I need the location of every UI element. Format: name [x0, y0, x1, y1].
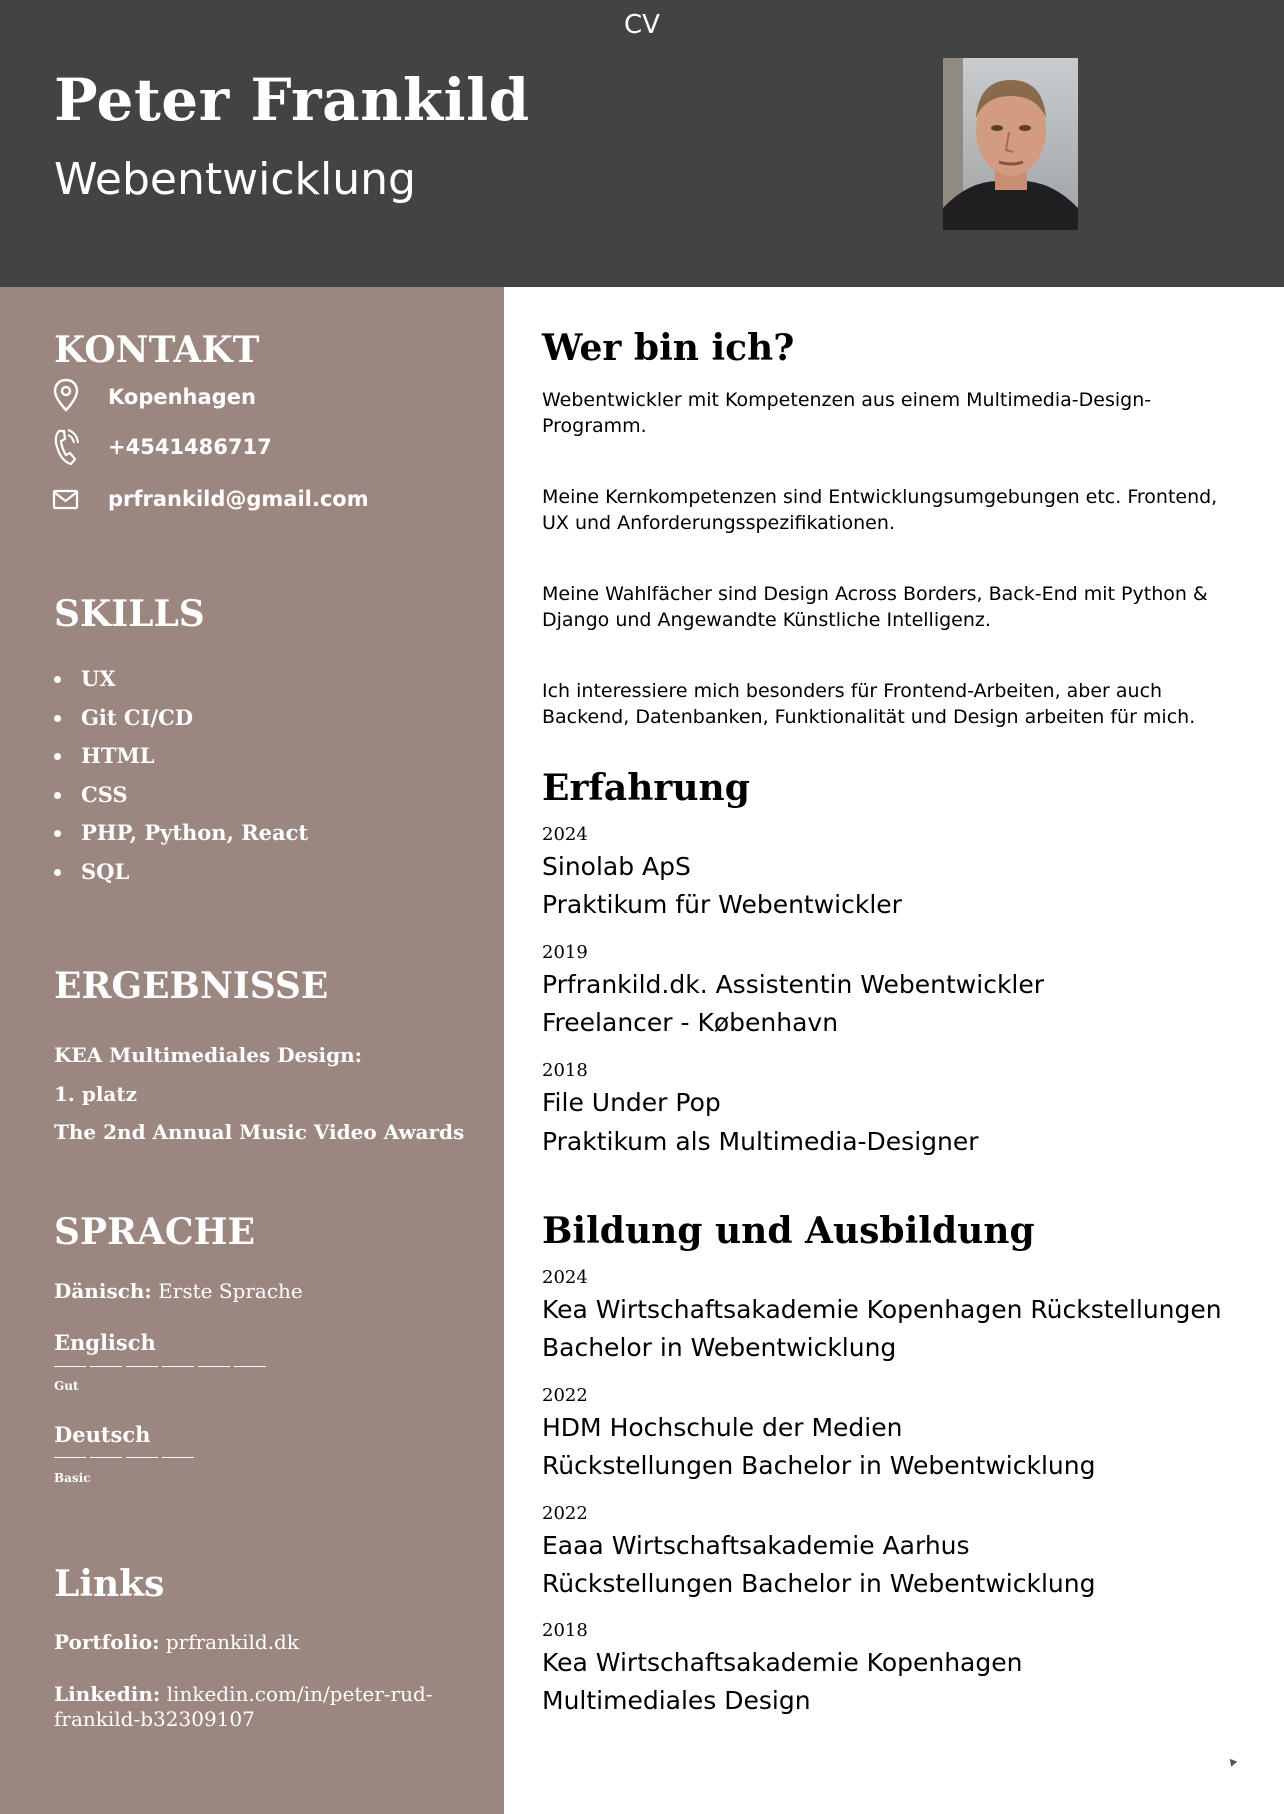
skill-item: HTML — [54, 744, 308, 783]
education-degree: Multimediales Design — [542, 1686, 811, 1715]
language-danish-value: Erste Sprache — [158, 1279, 303, 1303]
education-year: 2022 — [542, 1385, 588, 1406]
skills-heading: SKILLS — [54, 593, 205, 635]
profile-photo — [943, 58, 1078, 230]
education-institution: Kea Wirtschaftsakademie Kopenhagen Rückstellungen — [542, 1295, 1222, 1324]
linkedin-label: Linkedin: — [54, 1682, 161, 1706]
skill-item: CSS — [54, 783, 308, 822]
education-institution: Eaaa Wirtschaftsakademie Aarhus — [542, 1531, 970, 1560]
language-german-level-bar — [54, 1457, 194, 1459]
education-year: 2022 — [542, 1503, 588, 1524]
education-year: 2024 — [542, 1267, 588, 1288]
language-heading: SPRACHE — [54, 1211, 256, 1253]
sidebar — [0, 287, 504, 1814]
experience-position: Freelancer - København — [542, 1008, 839, 1037]
language-danish-label: Dänisch: — [54, 1279, 152, 1303]
language-english-level-bar — [54, 1366, 266, 1368]
education-degree: Rückstellungen Bachelor in Webentwicklung — [542, 1451, 1096, 1480]
skill-item: SQL — [54, 860, 308, 899]
portfolio-link — [54, 1630, 474, 1655]
result-line: 1. platz — [54, 1082, 137, 1106]
header — [0, 0, 1284, 287]
experience-position: Praktikum als Multimedia-Designer — [542, 1127, 979, 1156]
experience-heading: Erfahrung — [542, 767, 750, 809]
portfolio-label: Portfolio: — [54, 1630, 160, 1654]
skills-list — [54, 667, 308, 898]
language-danish — [54, 1279, 303, 1303]
education-year: 2018 — [542, 1620, 588, 1641]
person-name: Peter Frankild — [54, 66, 530, 134]
education-degree: Bachelor in Webentwicklung — [542, 1333, 897, 1362]
contact-phone — [52, 427, 492, 467]
phone-icon — [52, 427, 80, 465]
language-english-level: Gut — [54, 1379, 79, 1393]
cv-label: CV — [624, 10, 660, 40]
result-line: The 2nd Annual Music Video Awards — [54, 1120, 465, 1144]
education-degree: Rückstellungen Bachelor in Webentwicklung — [542, 1569, 1096, 1598]
experience-year: 2024 — [542, 824, 588, 845]
language-german-level: Basic — [54, 1471, 91, 1485]
education-heading: Bildung und Ausbildung — [542, 1210, 1035, 1252]
contact-email-text[interactable]: prfrankild@gmail.com — [108, 487, 369, 511]
skill-item: UX — [54, 667, 308, 706]
language-german-name: Deutsch — [54, 1422, 151, 1447]
education-institution: HDM Hochschule der Medien — [542, 1413, 903, 1442]
person-role: Webentwicklung — [54, 154, 416, 205]
experience-year: 2018 — [542, 1060, 588, 1081]
linkedin-link — [54, 1682, 474, 1732]
mail-icon — [52, 479, 80, 517]
education-institution: Kea Wirtschaftsakademie Kopenhagen — [542, 1648, 1023, 1677]
contact-email — [52, 479, 492, 519]
experience-position: Praktikum für Webentwickler — [542, 890, 902, 919]
main-content — [504, 287, 1284, 1814]
results-heading: ERGEBNISSE — [54, 965, 329, 1007]
experience-company: File Under Pop — [542, 1088, 721, 1117]
about-paragraph: Webentwickler mit Kompetenzen aus einem Multimedia-Design-Programm. — [542, 389, 1152, 437]
contact-heading: KONTAKT — [54, 329, 260, 371]
contact-location — [52, 377, 492, 417]
about-paragraph: Ich interessiere mich besonders für Frontend-Arbeiten, aber auch Backend, Datenbanken, Funktionalität und Design arbeiten für mich. — [542, 680, 1196, 728]
contact-phone-text: +4541486717 — [108, 435, 272, 459]
contact-location-text: Kopenhagen — [108, 385, 256, 409]
experience-company: Prfrankild.dk. Assistentin Webentwickler — [542, 970, 1045, 999]
experience-year: 2019 — [542, 942, 588, 963]
skill-item: PHP, Python, React — [54, 821, 308, 860]
location-pin-icon — [52, 377, 80, 415]
linkedin-url[interactable]: linkedin.com/in/peter-rud-frankild-b32309107 — [54, 1682, 433, 1731]
about-paragraph: Meine Kernkompetenzen sind Entwicklungsumgebungen etc. Frontend, UX und Anforderungsspezifikationen. — [542, 486, 1218, 534]
links-heading: Links — [54, 1563, 165, 1605]
skill-item: Git CI/CD — [54, 706, 308, 745]
about-heading: Wer bin ich? — [542, 327, 795, 369]
experience-company: Sinolab ApS — [542, 852, 691, 881]
language-english-name: Englisch — [54, 1330, 156, 1355]
about-paragraph: Meine Wahlfächer sind Design Across Borders, Back-End mit Python & Django und Angewandte Künstliche Intelligenz. — [542, 583, 1208, 631]
result-line: KEA Multimediales Design: — [54, 1043, 363, 1067]
portfolio-url[interactable]: prfrankild.dk — [165, 1630, 299, 1654]
